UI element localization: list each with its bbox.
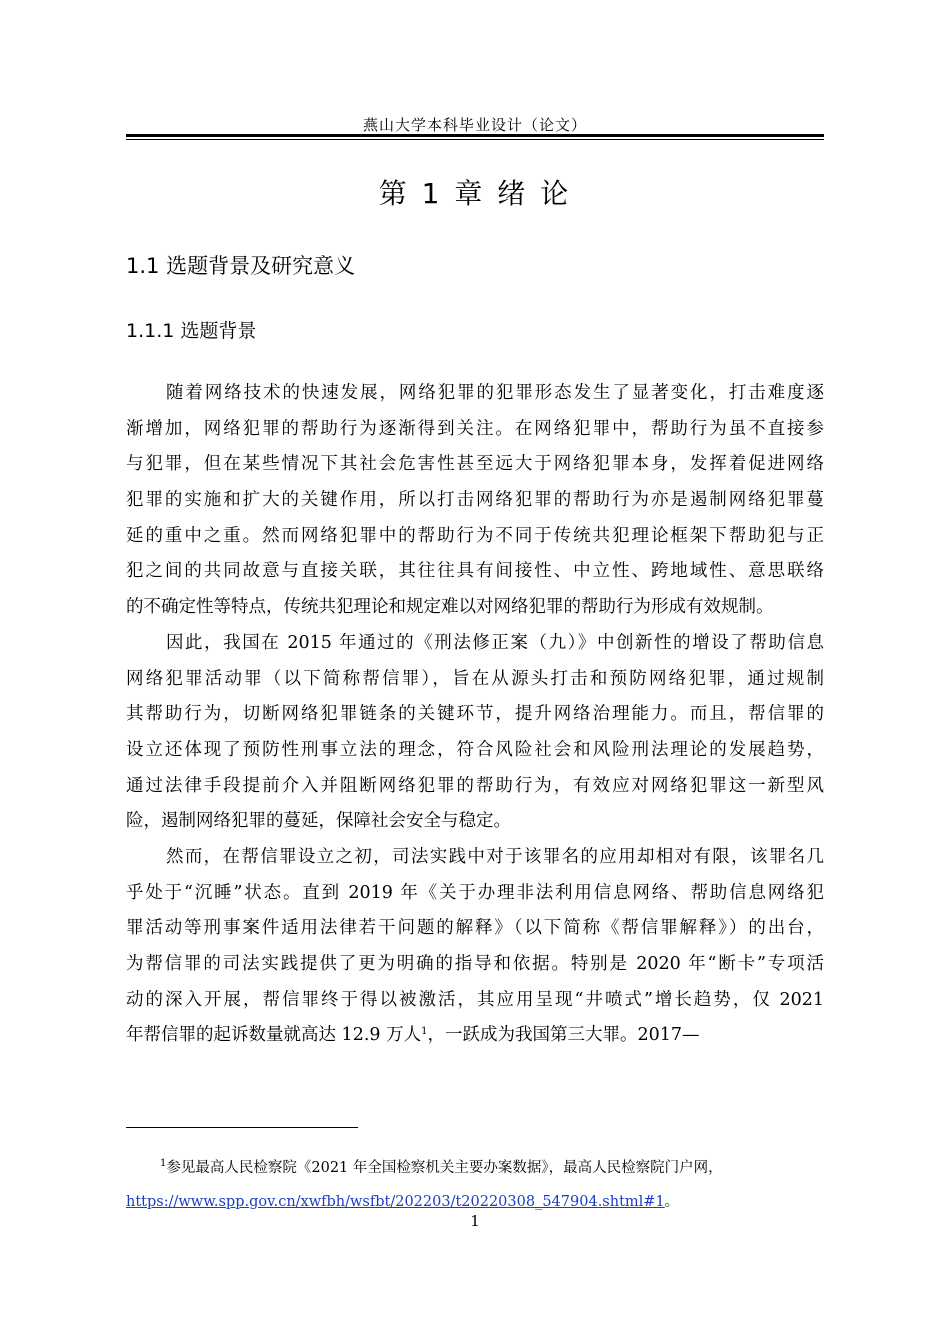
paragraph-line: 罪活动等刑事案件适用法律若干问题的解释》（以下简称《帮信罪解释》）的出台， bbox=[126, 918, 824, 939]
paragraph-line: 然而，在帮信罪设立之初，司法实践中对于该罪名的应用却相对有限，该罪名几 bbox=[166, 846, 824, 867]
footnote-rule bbox=[126, 1127, 358, 1128]
header-rule-thick bbox=[126, 134, 824, 137]
paragraph-line: 网络犯罪活动罪（以下简称帮信罪），旨在从源头打击和预防网络犯罪，通过规制 bbox=[126, 668, 824, 689]
subsection-title: 1.1.1 选题背景 bbox=[126, 320, 257, 342]
footnote bbox=[126, 1151, 824, 1219]
paragraph-line: 因此，我国在 2015 年通过的《刑法修正案（九）》中创新性的增设了帮助信息 bbox=[166, 632, 824, 653]
paragraph-line: 与犯罪，但在某些情况下其社会危害性甚至远大于网络犯罪本身，发挥着促进网络 bbox=[126, 454, 824, 475]
footnote-marker: 1 bbox=[160, 1158, 167, 1169]
footnote-link[interactable]: https://www.spp.gov.cn/xwfbh/wsfbt/202203/t20220308_547904.shtml#1 bbox=[126, 1194, 665, 1210]
paragraph-line: 延的重中之重。然而网络犯罪中的帮助行为不同于传统共犯理论框架下帮助犯与正 bbox=[126, 525, 824, 546]
running-header: 燕山大学本科毕业设计（论文） bbox=[362, 116, 587, 134]
header-rule-thin bbox=[126, 139, 824, 140]
body-text bbox=[126, 376, 824, 1054]
paragraph-line: 的不确定性等特点，传统共犯理论和规定难以对网络犯罪的帮助行为形成有效规制。 bbox=[126, 597, 774, 618]
paragraph-line bbox=[126, 1018, 824, 1054]
paragraph-line: 渐增加，网络犯罪的帮助行为逐渐得到关注。在网络犯罪中，帮助行为虽不直接参 bbox=[126, 418, 824, 439]
paragraph-line: 乎处于“沉睡”状态。直到 2019 年《关于办理非法利用信息网络、帮助信息网络犯 bbox=[126, 882, 824, 903]
footnote-line bbox=[126, 1151, 824, 1185]
footnote-reference[interactable]: 1 bbox=[421, 1026, 428, 1038]
footnote-text: 参见最高人民检察院《2021 年全国检察机关主要办案数据》，最高人民检察院门户网， bbox=[166, 1160, 723, 1176]
paragraph-line: 犯罪的实施和扩大的关键作用，所以打击网络犯罪的帮助行为亦是遏制网络犯罪蔓 bbox=[126, 490, 824, 511]
paragraph-line: 险，遏制网络犯罪的蔓延，保障社会安全与稳定。 bbox=[126, 811, 511, 832]
paragraph-line-text: 年帮信罪的起诉数量就高达 12.9 万人 bbox=[126, 1025, 422, 1046]
footnote-trailing: 。 bbox=[664, 1194, 680, 1210]
paragraph-line: 随着网络技术的快速发展，网络犯罪的犯罪形态发生了显著变化，打击难度逐 bbox=[166, 383, 824, 403]
paragraph-line: 通过法律手段提前介入并阻断网络犯罪的帮助行为，有效应对网络犯罪这一新型风 bbox=[126, 775, 824, 796]
paragraph-line: 为帮信罪的司法实践提供了更为明确的指导和依据。特别是 2020 年“断卡”专项活 bbox=[126, 954, 824, 974]
section-title: 1.1 选题背景及研究意义 bbox=[126, 254, 356, 278]
paragraph-line: 动的深入开展，帮信罪终于得以被激活，其应用呈现“井喷式”增长趋势，仅 2021 bbox=[126, 989, 824, 1010]
paragraph-line: 犯之间的共同故意与直接关联，其往往具有间接性、中立性、跨地域性、意思联络 bbox=[126, 561, 824, 582]
page-number: 1 bbox=[470, 1212, 480, 1230]
paragraph-line: 设立还体现了预防性刑事立法的理念，符合风险社会和风险刑法理论的发展趋势， bbox=[126, 739, 824, 760]
paragraph-line: 其帮助行为，切断网络犯罪链条的关键环节，提升网络治理能力。而且，帮信罪的 bbox=[126, 704, 824, 725]
paragraph-line-text: ，一跃成为我国第三大罪。2017— bbox=[427, 1025, 700, 1046]
chapter-title: 第 1 章 绪 论 bbox=[378, 177, 572, 210]
